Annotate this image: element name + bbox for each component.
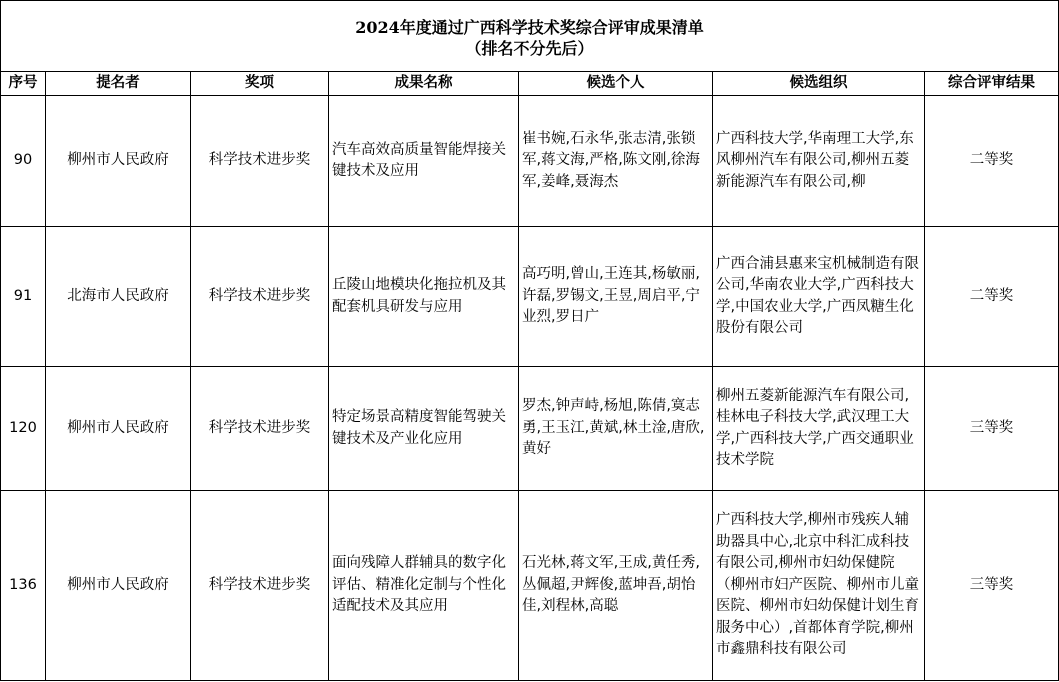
cell-no: 90	[1, 96, 46, 227]
header-achievement: 成果名称	[329, 72, 519, 96]
cell-organizations: 广西合浦县惠来宝机械制造有限公司,华南农业大学,广西科技大学,中国农业大学,广西凤糖生化股份有限公司	[713, 227, 925, 367]
header-result: 综合评审结果	[925, 72, 1059, 96]
document-subtitle: （排名不分先后）	[465, 39, 594, 58]
cell-achievement: 汽车高效高质量智能焊接关键技术及应用	[329, 96, 519, 227]
cell-result: 三等奖	[925, 367, 1059, 491]
cell-organizations: 广西科技大学,华南理工大学,东风柳州汽车有限公司,柳州五菱新能源汽车有限公司,柳	[713, 96, 925, 227]
document-title: 2024年度通过广西科学技术奖综合评审成果清单	[355, 18, 704, 37]
header-no: 序号	[1, 72, 46, 96]
table-row	[1, 227, 1059, 367]
table-row	[1, 491, 1059, 681]
cell-result: 二等奖	[925, 96, 1059, 227]
cell-nominator: 柳州市人民政府	[46, 96, 191, 227]
title-cell	[1, 1, 1059, 72]
header-award: 奖项	[191, 72, 329, 96]
cell-nominator: 柳州市人民政府	[46, 367, 191, 491]
cell-no: 91	[1, 227, 46, 367]
cell-no: 120	[1, 367, 46, 491]
cell-individuals: 高巧明,曾山,王连其,杨敏丽,许磊,罗锡文,王昱,周启平,宁业烈,罗日广	[519, 227, 713, 367]
cell-organizations: 广西科技大学,柳州市残疾人辅助器具中心,北京中科汇成科技有限公司,柳州市妇幼保健院（柳州市妇产医院、柳州市儿童医院、柳州市妇幼保健计划生育服务中心）,首都体育学院,柳州市鑫鼎科技有限公司	[713, 491, 925, 681]
cell-individuals: 石光林,蒋文军,王成,黄任秀,丛佩超,尹辉俊,蓝坤吾,胡怡佳,刘程林,高聪	[519, 491, 713, 681]
cell-achievement: 丘陵山地模块化拖拉机及其配套机具研发与应用	[329, 227, 519, 367]
header-individuals: 候选个人	[519, 72, 713, 96]
cell-result: 三等奖	[925, 491, 1059, 681]
table-row	[1, 96, 1059, 227]
cell-organizations: 柳州五菱新能源汽车有限公司,桂林电子科技大学,武汉理工大学,广西科技大学,广西交通职业技术学院	[713, 367, 925, 491]
cell-no: 136	[1, 491, 46, 681]
cell-achievement: 特定场景高精度智能驾驶关键技术及产业化应用	[329, 367, 519, 491]
cell-nominator: 北海市人民政府	[46, 227, 191, 367]
cell-award: 科学技术进步奖	[191, 227, 329, 367]
cell-achievement: 面向残障人群辅具的数字化评估、精准化定制与个性化适配技术及其应用	[329, 491, 519, 681]
cell-individuals: 崔书婉,石永华,张志清,张锁军,蒋文海,严格,陈文刚,徐海军,姜峰,聂海杰	[519, 96, 713, 227]
header-organizations: 候选组织	[713, 72, 925, 96]
cell-result: 二等奖	[925, 227, 1059, 367]
table-row	[1, 367, 1059, 491]
cell-award: 科学技术进步奖	[191, 367, 329, 491]
cell-award: 科学技术进步奖	[191, 491, 329, 681]
cell-individuals: 罗杰,钟声峙,杨旭,陈倩,寞志勇,王玉江,黄斌,林土淦,唐欣,黄好	[519, 367, 713, 491]
cell-nominator: 柳州市人民政府	[46, 491, 191, 681]
header-row	[1, 72, 1059, 96]
cell-award: 科学技术进步奖	[191, 96, 329, 227]
header-nominator: 提名者	[46, 72, 191, 96]
